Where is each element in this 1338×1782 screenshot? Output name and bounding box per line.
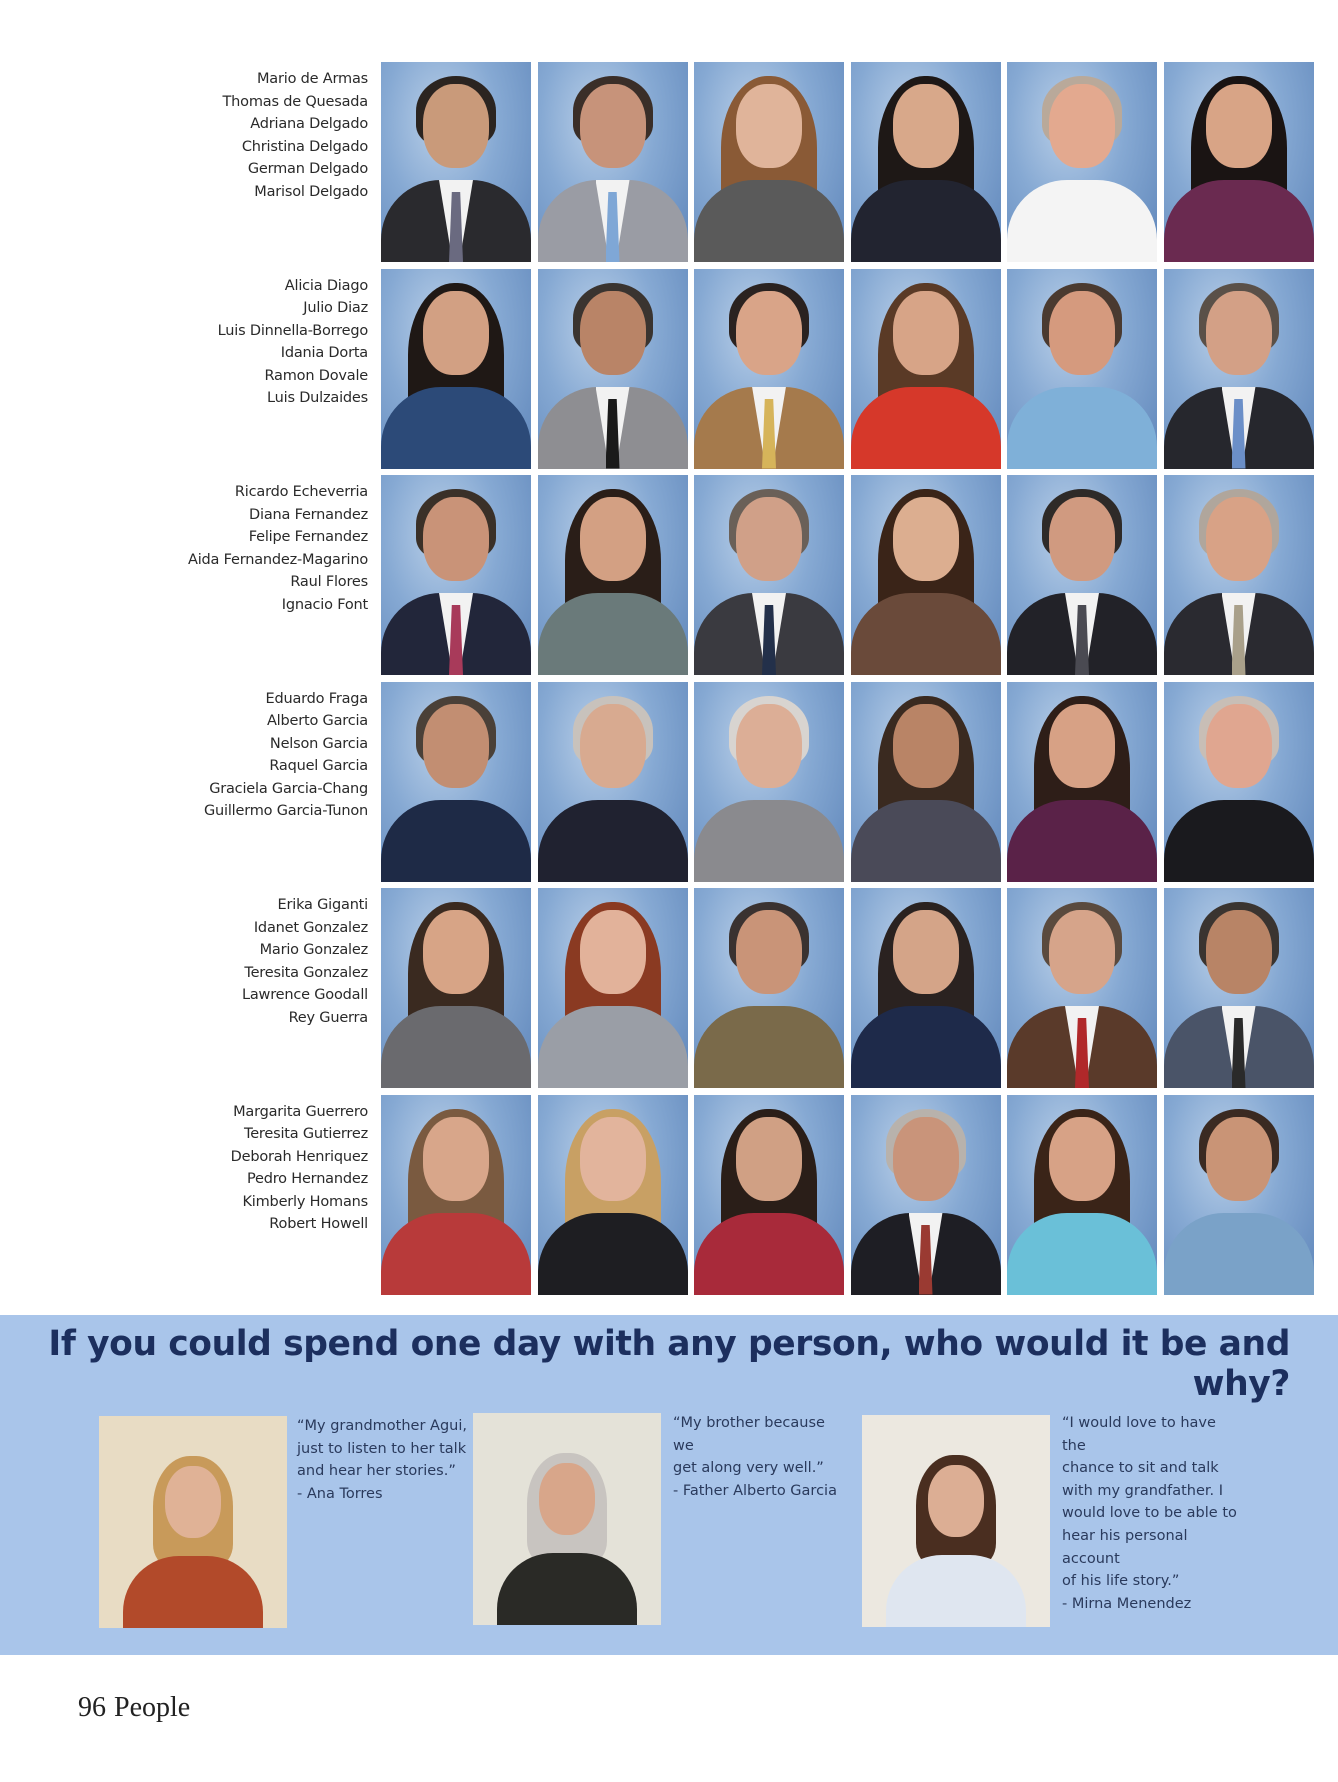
staff-portrait <box>1007 475 1157 675</box>
quote-line: “My grandmother Agui, <box>297 1418 467 1434</box>
staff-portrait <box>381 888 531 1088</box>
quote-line: - Father Alberto Garcia <box>673 1482 837 1499</box>
staff-portrait <box>538 62 688 262</box>
face <box>893 910 959 994</box>
quote-line: get along very well.” <box>673 1460 824 1477</box>
torso <box>538 1006 688 1088</box>
torso <box>1007 387 1157 469</box>
staff-portrait <box>538 1095 688 1295</box>
staff-portrait <box>1164 682 1314 882</box>
staff-row <box>0 62 1338 262</box>
torso <box>381 387 531 469</box>
staff-portrait <box>851 888 1001 1088</box>
torso <box>538 1213 688 1295</box>
page-number: 96 <box>78 1692 106 1723</box>
quote-line: would love to be able to <box>1062 1505 1237 1522</box>
face <box>165 1466 221 1538</box>
quote-line: of his life story.” <box>1062 1573 1180 1590</box>
staff-name: Rey Guerra <box>288 1009 368 1026</box>
staff-row <box>0 682 1338 882</box>
face <box>928 1465 984 1537</box>
staff-name: Adriana Delgado <box>250 116 368 133</box>
staff-portrait <box>694 682 844 882</box>
staff-name: Aida Fernandez-Magarino <box>188 551 368 568</box>
staff-portrait <box>1007 1095 1157 1295</box>
staff-portrait <box>694 269 844 469</box>
staff-name: Deborah Henriquez <box>230 1148 368 1165</box>
quote-line: hear his personal account <box>1062 1527 1188 1567</box>
name-list <box>148 275 368 411</box>
staff-name: Raquel Garcia <box>269 758 368 775</box>
staff-name: Nelson Garcia <box>269 735 368 752</box>
torso <box>886 1555 1026 1627</box>
face <box>736 704 802 788</box>
staff-name: Diana Fernandez <box>249 506 368 523</box>
torso <box>694 1006 844 1088</box>
face <box>580 84 646 168</box>
staff-portrait <box>694 1095 844 1295</box>
quote-text <box>1062 1412 1237 1615</box>
staff-name: Thomas de Quesada <box>222 93 368 110</box>
torso <box>851 1006 1001 1088</box>
question-heading: If you could spend one day with any person, who would it be and why? <box>48 1324 1290 1404</box>
face <box>893 84 959 168</box>
staff-row <box>0 888 1338 1088</box>
staff-name: Mario Gonzalez <box>259 942 368 959</box>
staff-portrait <box>381 682 531 882</box>
face <box>1206 84 1272 168</box>
staff-portrait <box>538 682 688 882</box>
quote-line: - Mirna Menendez <box>1062 1595 1192 1612</box>
staff-portrait <box>1164 888 1314 1088</box>
face <box>1206 910 1272 994</box>
face <box>580 910 646 994</box>
face <box>1049 1117 1115 1201</box>
staff-name: Julio Diaz <box>303 300 368 317</box>
staff-name: Alberto Garcia <box>266 713 368 730</box>
torso <box>851 593 1001 675</box>
name-list <box>148 68 368 204</box>
staff-portrait <box>851 62 1001 262</box>
staff-name: Luis Dinnella-Borrego <box>217 322 368 339</box>
torso <box>123 1556 263 1628</box>
torso <box>694 1213 844 1295</box>
face <box>580 1117 646 1201</box>
face <box>893 291 959 375</box>
face <box>539 1463 595 1535</box>
staff-name: Graciela Garcia-Chang <box>209 780 368 797</box>
quote-photo <box>473 1413 661 1625</box>
face <box>736 291 802 375</box>
staff-name: Guillermo Garcia-Tunon <box>204 803 368 820</box>
staff-name: German Delgado <box>247 161 368 178</box>
torso <box>851 800 1001 882</box>
staff-portrait <box>381 475 531 675</box>
face <box>580 497 646 581</box>
face <box>423 1117 489 1201</box>
face <box>893 497 959 581</box>
staff-portrait <box>851 1095 1001 1295</box>
staff-name: Luis Dulzaides <box>267 390 368 407</box>
staff-portrait <box>538 888 688 1088</box>
staff-name: Pedro Hernandez <box>246 1171 368 1188</box>
staff-portrait <box>538 475 688 675</box>
face <box>893 1117 959 1201</box>
face <box>423 704 489 788</box>
staff-name: Idanet Gonzalez <box>253 919 368 936</box>
face <box>1206 704 1272 788</box>
staff-portrait <box>694 888 844 1088</box>
section-title: People <box>114 1692 191 1723</box>
face <box>736 910 802 994</box>
staff-portrait <box>1164 1095 1314 1295</box>
torso <box>381 1006 531 1088</box>
staff-row <box>0 1095 1338 1295</box>
face <box>736 84 802 168</box>
name-list <box>148 1101 368 1237</box>
torso <box>694 800 844 882</box>
staff-portrait <box>1164 269 1314 469</box>
quote-line: with my grandfather. I <box>1062 1482 1224 1499</box>
torso <box>381 1213 531 1295</box>
face <box>423 910 489 994</box>
name-list <box>148 894 368 1030</box>
staff-portrait <box>381 1095 531 1295</box>
page-footer <box>78 1692 190 1724</box>
torso <box>1007 180 1157 262</box>
staff-portrait <box>694 62 844 262</box>
torso <box>538 800 688 882</box>
torso <box>851 180 1001 262</box>
torso <box>538 593 688 675</box>
staff-portrait <box>1007 269 1157 469</box>
staff-name: Teresita Gutierrez <box>244 1126 368 1143</box>
staff-name: Ricardo Echeverria <box>234 484 368 500</box>
staff-portrait <box>851 269 1001 469</box>
staff-row <box>0 269 1338 469</box>
staff-portrait <box>1164 62 1314 262</box>
staff-name: Erika Giganti <box>277 897 368 913</box>
quote-line: “My brother because we <box>673 1415 825 1454</box>
staff-portrait <box>1007 682 1157 882</box>
staff-portrait <box>381 269 531 469</box>
quote-photo <box>862 1415 1050 1627</box>
name-list <box>148 688 368 824</box>
name-list <box>148 481 368 617</box>
staff-portrait <box>1007 888 1157 1088</box>
quote-line: just to listen to her talk <box>297 1440 467 1457</box>
staff-name: Kimberly Homans <box>242 1193 368 1210</box>
quote-line: and hear her stories.” <box>297 1463 456 1480</box>
staff-name: Raul Flores <box>290 574 368 591</box>
face <box>1049 291 1115 375</box>
torso <box>694 180 844 262</box>
face <box>580 704 646 788</box>
face <box>736 1117 802 1201</box>
staff-portrait <box>851 475 1001 675</box>
staff-name: Lawrence Goodall <box>241 987 368 1004</box>
staff-name: Christina Delgado <box>241 138 368 155</box>
staff-portrait <box>851 682 1001 882</box>
staff-portrait <box>381 62 531 262</box>
face <box>1049 84 1115 168</box>
face <box>736 497 802 581</box>
torso <box>381 800 531 882</box>
quote-text <box>673 1412 848 1502</box>
quote-line: - Ana Torres <box>297 1485 383 1502</box>
torso <box>497 1553 637 1625</box>
face <box>1049 704 1115 788</box>
staff-portrait <box>1007 62 1157 262</box>
face <box>580 291 646 375</box>
staff-name: Teresita Gonzalez <box>244 964 368 981</box>
torso <box>1164 180 1314 262</box>
face <box>423 291 489 375</box>
staff-portrait <box>538 269 688 469</box>
quote-line: “I would love to have the <box>1062 1415 1216 1454</box>
torso <box>1164 800 1314 882</box>
quote-line: chance to sit and talk <box>1062 1460 1219 1477</box>
face <box>1206 1117 1272 1201</box>
face <box>1206 291 1272 375</box>
staff-name: Idania Dorta <box>280 345 368 362</box>
staff-portrait <box>694 475 844 675</box>
staff-name: Margarita Guerrero <box>233 1103 368 1120</box>
face <box>423 84 489 168</box>
staff-name: Mario de Armas <box>257 71 368 87</box>
face <box>1049 497 1115 581</box>
staff-row <box>0 475 1338 675</box>
staff-name: Ramon Dovale <box>264 367 368 384</box>
staff-portrait <box>1164 475 1314 675</box>
torso <box>1164 1213 1314 1295</box>
face <box>423 497 489 581</box>
quote-text <box>297 1415 472 1505</box>
quote-photo <box>99 1416 287 1628</box>
staff-name: Robert Howell <box>269 1216 368 1233</box>
face <box>1206 497 1272 581</box>
face <box>1049 910 1115 994</box>
torso <box>1007 800 1157 882</box>
staff-name: Marisol Delgado <box>254 183 368 200</box>
face <box>893 704 959 788</box>
torso <box>1007 1213 1157 1295</box>
staff-name: Eduardo Fraga <box>265 690 368 707</box>
torso <box>851 387 1001 469</box>
staff-name: Felipe Fernandez <box>248 529 368 546</box>
staff-name: Ignacio Font <box>281 596 368 613</box>
staff-name: Alicia Diago <box>284 277 368 294</box>
